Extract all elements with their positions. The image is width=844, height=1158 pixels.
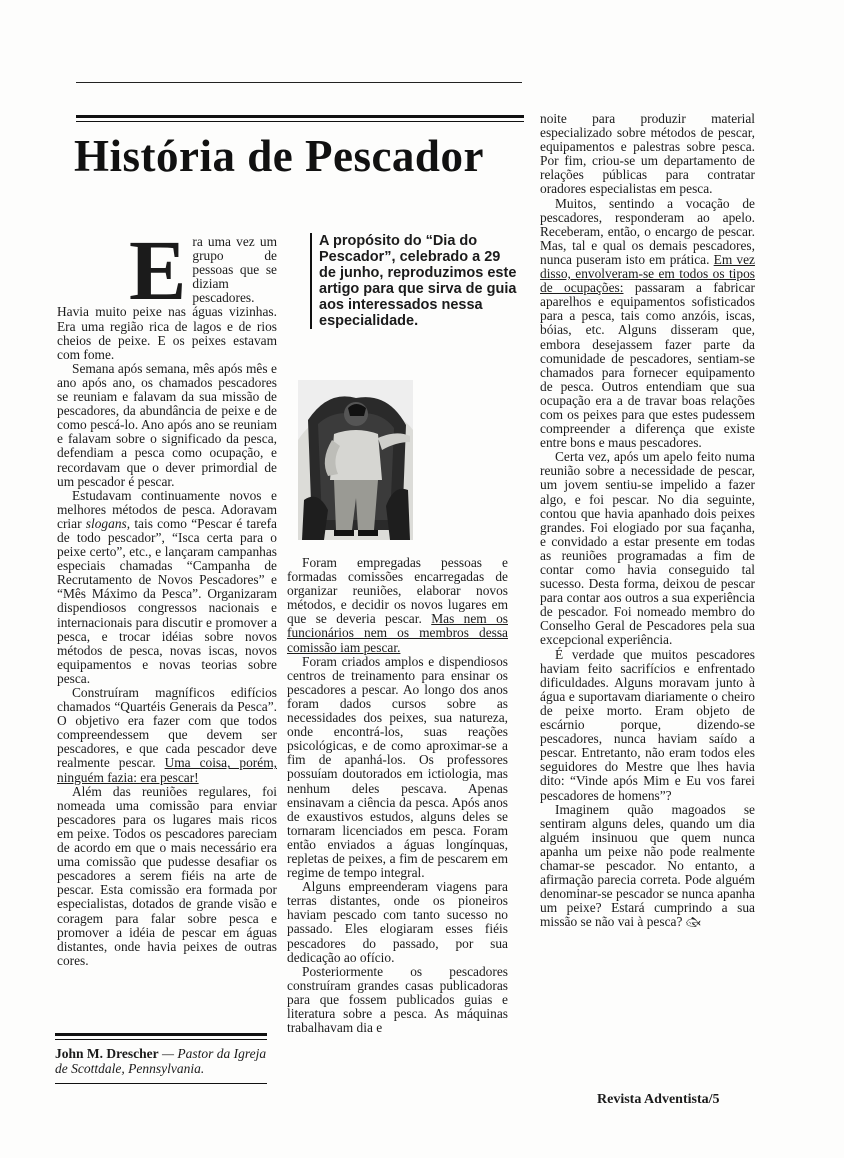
page-footer: Revista Adventista/5 — [597, 1092, 720, 1107]
title-rule-thin — [76, 121, 524, 122]
paragraph: Posteriormente os pescadores construíram grandes casas publicadoras para que fossem publicados guias e literatura sobre a pesca. As máquinas trabalhavam dia e — [287, 963, 508, 1036]
standfirst: A propósito do “Dia do Pescador”, celebrado a 29 de junho, reproduzimos este artigo para que sirva de guia aos interessados nessa especialidade. — [310, 233, 519, 329]
fisherman-photo-image — [298, 380, 413, 540]
paragraph: noite para produzir material especializado sobre métodos de pescar, equipamentos e palestras sobre pesca. Por fim, criou-se um departamento de relações públicas para contratar oradores especialistas em pesca. — [540, 111, 755, 197]
paragraph: Estudavam continuamente novos e melhores métodos de pesca. Adoravam criar slogans, tais como “Pescar é tarefa de todo pescador”, “Isca certa para o peixe certo”, etc., e lançaram campanhas especiais chamadas “Campanha de Recrutamento de Novos Pescadores” e “Mês Máximo da Pesca”. Organizaram dispendiosos congressos nacionais e internacionais para discutir e promover a pesca, e trocar idéias sobre novos métodos de pesca, novas iscas, novos equipamentos e novas teorias sobre pesca. — [57, 487, 277, 686]
author-name: John M. Drescher — [55, 1046, 159, 1061]
column-1 — [57, 183, 277, 968]
author-signature — [55, 1046, 270, 1076]
top-rule — [76, 82, 522, 83]
title-rule-thick — [76, 115, 524, 118]
column-2 — [287, 556, 508, 1035]
paragraph: Alguns empreenderam viagens para terras distantes, onde os pioneiros haviam pescado com tanto sucesso no passado. Eles elogiaram esses fiéis pescadores do passado, por sua dedicação ao ofício. — [287, 879, 508, 965]
paragraph: Semana após semana, mês após mês e ano após ano, os chamados pescadores se reuniam e falavam da sua missão de pescadores, da abundância de peixe e de como pescá-lo. Ano após ano se reuniam e falavam sobre o significado da pesca, defendiam a pesca como ocupação, e recordavam que o dever primordial de um pescador é pescar. — [57, 360, 277, 489]
paragraph: Além das reuniões regulares, foi nomeada uma comissão para enviar pescadores para os lugares mais ricos em peixe. Todos os pescadores pareciam de acordo em que o mais necessário era uma comissão que pudesse desafiar os pescadores a serem fiéis na arte de pescar. Esta comissão era formada por especialistas, dotados de grande visão e coragem para falar sobre pesca e promover a idéia de pescar em águas distantes, onde havia peixes de outras cores. — [57, 783, 277, 968]
paragraph: Construíram magníficos edifícios chamados “Quartéis Generais da Pesca”. O objetivo era fazer com que todos compreendessem que devem ser pescadores, e que cada pescador deve realmente pescar. Uma coisa, porém, ninguém fazia: era pescar! — [57, 685, 277, 785]
paragraph: ra uma vez um grupo de pessoas que se diziam pescadores. Havia muito peixe nas águas vizinhas. Era uma região rica de lagos e de rios cheios de peixe. E os peixes estavam com fome. — [57, 234, 277, 362]
fish-icon: 🐟︎ — [685, 915, 702, 930]
article-title: História de Pescador — [74, 131, 484, 181]
drop-cap: E — [129, 222, 187, 318]
paragraph: Certa vez, após um apelo feito numa reunião sobre a necessidade de pescar, um jovem sentiu-se impelido a fazer algo, e foi pescar. No dia seguinte, contou que havia apanhado dois peixes grandes. Foi elogiado por sua façanha, e convidado a estar presente em todas as reuniões programadas a fim de contar como havia conseguido tal sucesso. Desta forma, deixou de pescar para contar aos outros a sua experiência de pescador. Foi nomeado membro do Conselho Geral de Pescadores pela sua excepcional experiência. — [540, 449, 755, 648]
underlined-passage: Mas nem os funcionários nem os membros dessa comissão iam pescar. — [287, 611, 508, 655]
column-3 — [540, 112, 755, 929]
paragraph: Imaginem quão magoados se sentiram alguns deles, quando um dia alguém insinuou que quem nunca apanha um peixe não pode realmente chamar-se pescador. No entanto, a afirmação parecia correta. Pode alguém denominar-se pescador se nunca apanha um peixe? Estará cumprindo a sua missão se não vai à pesca? 🐟︎ — [540, 801, 755, 930]
paragraph: Muitos, sentindo a vocação de pescadores, responderam ao apelo. Receberam, então, o encargo de pescar. Mas, tal e qual os demais pescadores, nunca puseram isto em prática. Em vez disso, envolveram-se em todos os tipos de ocupações: passaram a fabricar aparelhos e equipamentos sofisticados para a pesca, tais como anzóis, iscas, bóias, etc. Alguns disseram que, embora desejassem fazer parte da comunidade de pescadores, sentiam-se chamados para fornecer equipamento de pesca. Outros entendiam que sua ocupação era a de travar boas relações com os peixes para que estes pudessem compreender a diferença que existe entre bons e maus pescadores. — [540, 195, 755, 451]
signature-rule-thin — [55, 1039, 267, 1040]
paragraph: Foram criados amplos e dispendiosos centros de treinamento para ensinar os pescadores a pescar. Ao longo dos anos foram dados cursos sobre as necessidades dos peixes, sua natureza, onde encontrá-los, suas reações psicológicas, e de como aproximar-se a fim de apanhá-los. Os professores possuíam doutorados em ictiologia, mas nenhum deles pescava. Apenas ensinavam a ciência da pesca. Após anos de exaustivos estudos, alguns deles se tornaram licenciados em pesca. Foram então enviados a águas longínquas, repletas de peixes, a fim de pescarem em regime de tempo integral. — [287, 653, 508, 881]
fisherman-photo — [298, 380, 413, 540]
signature-rule-thick — [55, 1033, 267, 1036]
paragraph: Foram empregadas pessoas e formadas comissões encarregadas de organizar reuniões, elaborar novos métodos, e decidir os novos lugares em que se deveria pescar. Mas nem os funcionários nem os membros dessa comissão iam pescar. — [287, 555, 508, 655]
underlined-passage: Uma coisa, porém, ninguém fazia: era pescar! — [57, 755, 277, 785]
signature-rule-bottom — [55, 1083, 267, 1084]
paragraph: É verdade que muitos pescadores haviam feito sacrifícios e enfrentado dificuldades. Alguns moravam junto à água e suportavam diariamente o cheiro de peixe morto. Eram objeto de escárnio porque, dizendo-se pescadores, nunca haviam saído a pescar. Entretanto, não eram todos eles seguidores do Mestre que lhes havia dito: “Vinde após Mim e Eu vos farei pescadores de homens”? — [540, 646, 755, 803]
slogans-emphasis: slogans — [85, 515, 127, 531]
underlined-passage: Em vez disso, envolveram-se em todos os tipos de ocupações: — [540, 251, 755, 296]
author-role: — Pastor da Igreja de Scottdale, Pennsylvania. — [55, 1046, 267, 1076]
